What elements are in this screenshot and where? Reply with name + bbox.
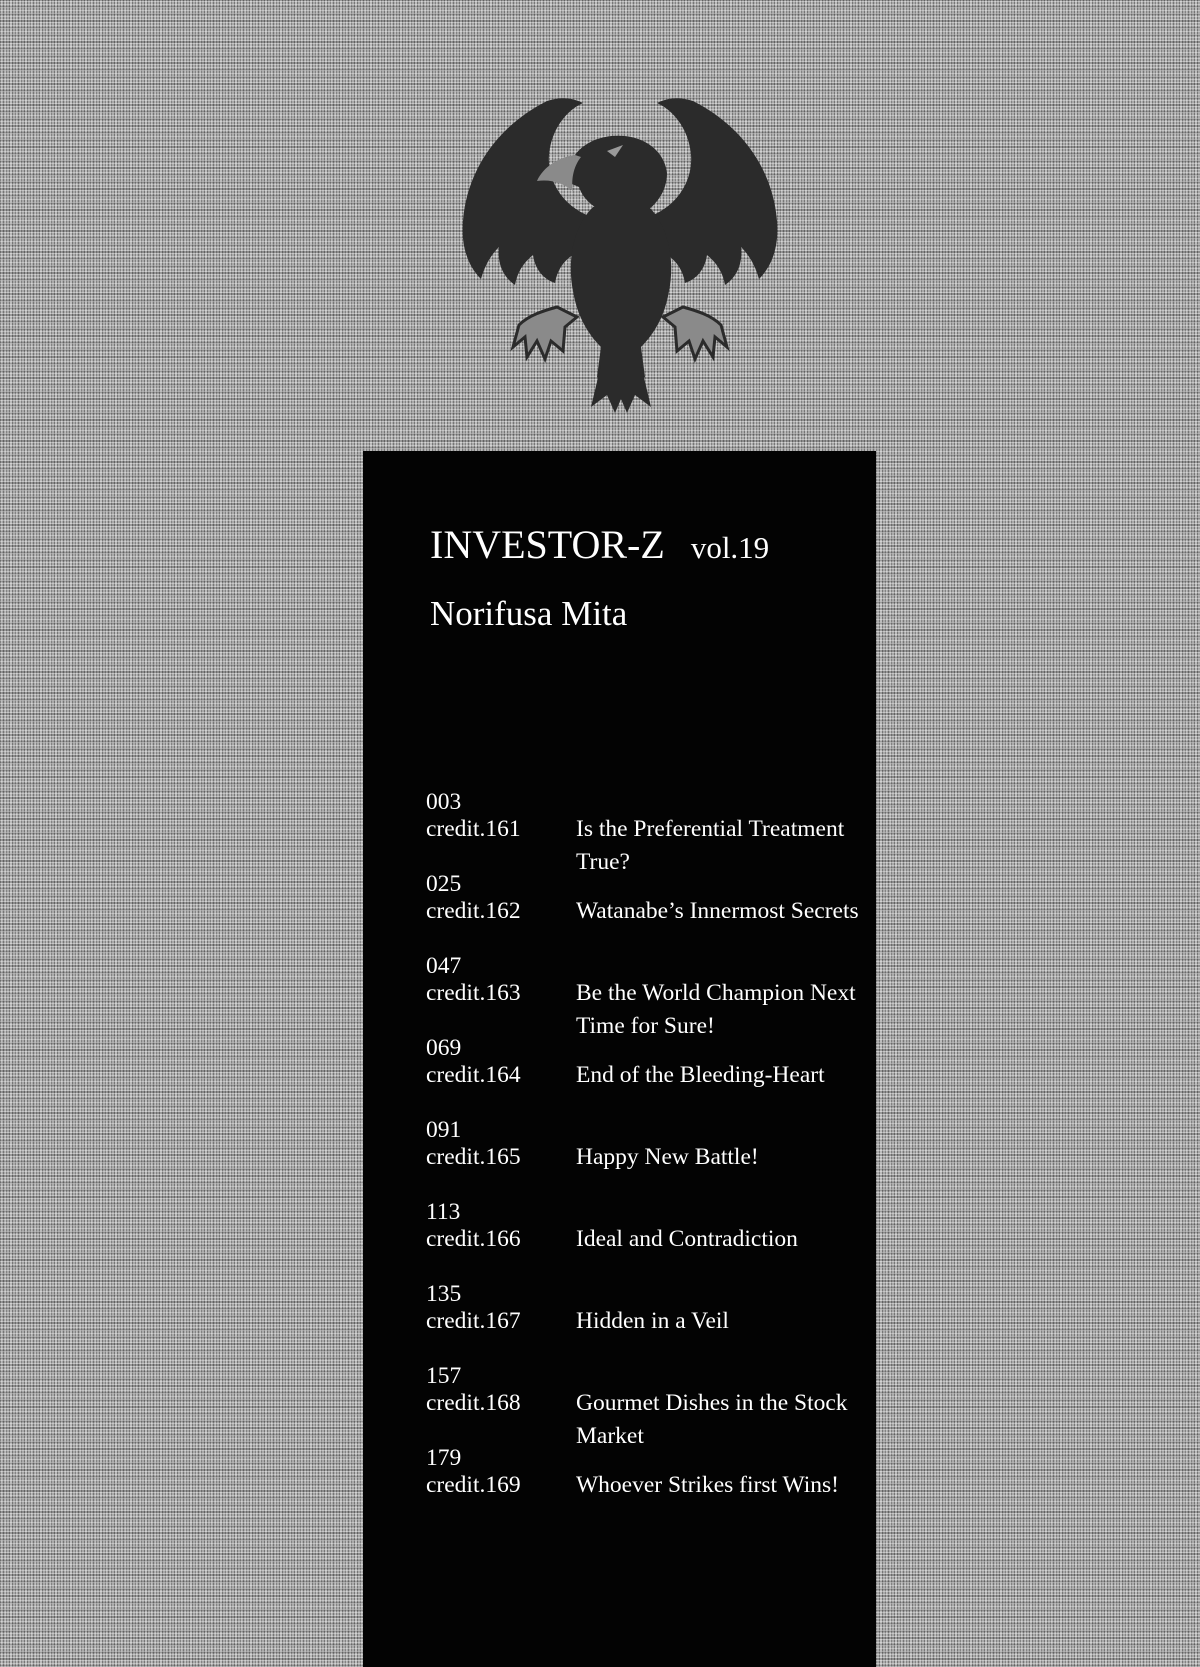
book-title: INVESTOR-Z — [430, 522, 665, 567]
chapter-title: Hidden in a Veil — [576, 1308, 729, 1334]
chapter-title: Ideal and Contradiction — [576, 1226, 798, 1252]
chapter-title: Is the Preferential Treatment True? — [576, 816, 845, 875]
chapter-title: Happy New Battle! — [576, 1144, 759, 1170]
page-number: 113 — [426, 1199, 461, 1225]
page-number: 091 — [426, 1117, 462, 1143]
volume-label: vol.19 — [690, 530, 770, 565]
author-name: Norifusa Mita — [430, 594, 628, 633]
title-line — [430, 521, 769, 572]
chapter-title: Be the World Champion Next Time for Sure! — [576, 980, 856, 1039]
page-number: 003 — [426, 789, 462, 815]
credit-number: credit.166 — [426, 1226, 521, 1252]
page-number: 047 — [426, 953, 462, 979]
chapter-title: Watanabe’s Innermost Secrets — [576, 898, 859, 924]
chapter-title: End of the Bleeding-Heart — [576, 1062, 825, 1088]
credit-number: credit.167 — [426, 1308, 521, 1334]
chapter-title: Whoever Strikes first Wins! — [576, 1472, 839, 1498]
chapter-title: Gourmet Dishes in the Stock Market — [576, 1390, 848, 1449]
page-number: 025 — [426, 871, 462, 897]
credit-number: credit.162 — [426, 898, 521, 924]
eagle-crest-icon — [455, 95, 785, 415]
credit-number: credit.161 — [426, 816, 521, 842]
page-number: 179 — [426, 1445, 462, 1471]
credit-number: credit.168 — [426, 1390, 521, 1416]
credit-number: credit.164 — [426, 1062, 521, 1088]
credit-number: credit.165 — [426, 1144, 521, 1170]
page-number: 069 — [426, 1035, 462, 1061]
title-panel — [363, 451, 876, 1667]
credit-number: credit.163 — [426, 980, 521, 1006]
page-number: 157 — [426, 1363, 462, 1389]
credit-number: credit.169 — [426, 1472, 521, 1498]
page-number: 135 — [426, 1281, 462, 1307]
